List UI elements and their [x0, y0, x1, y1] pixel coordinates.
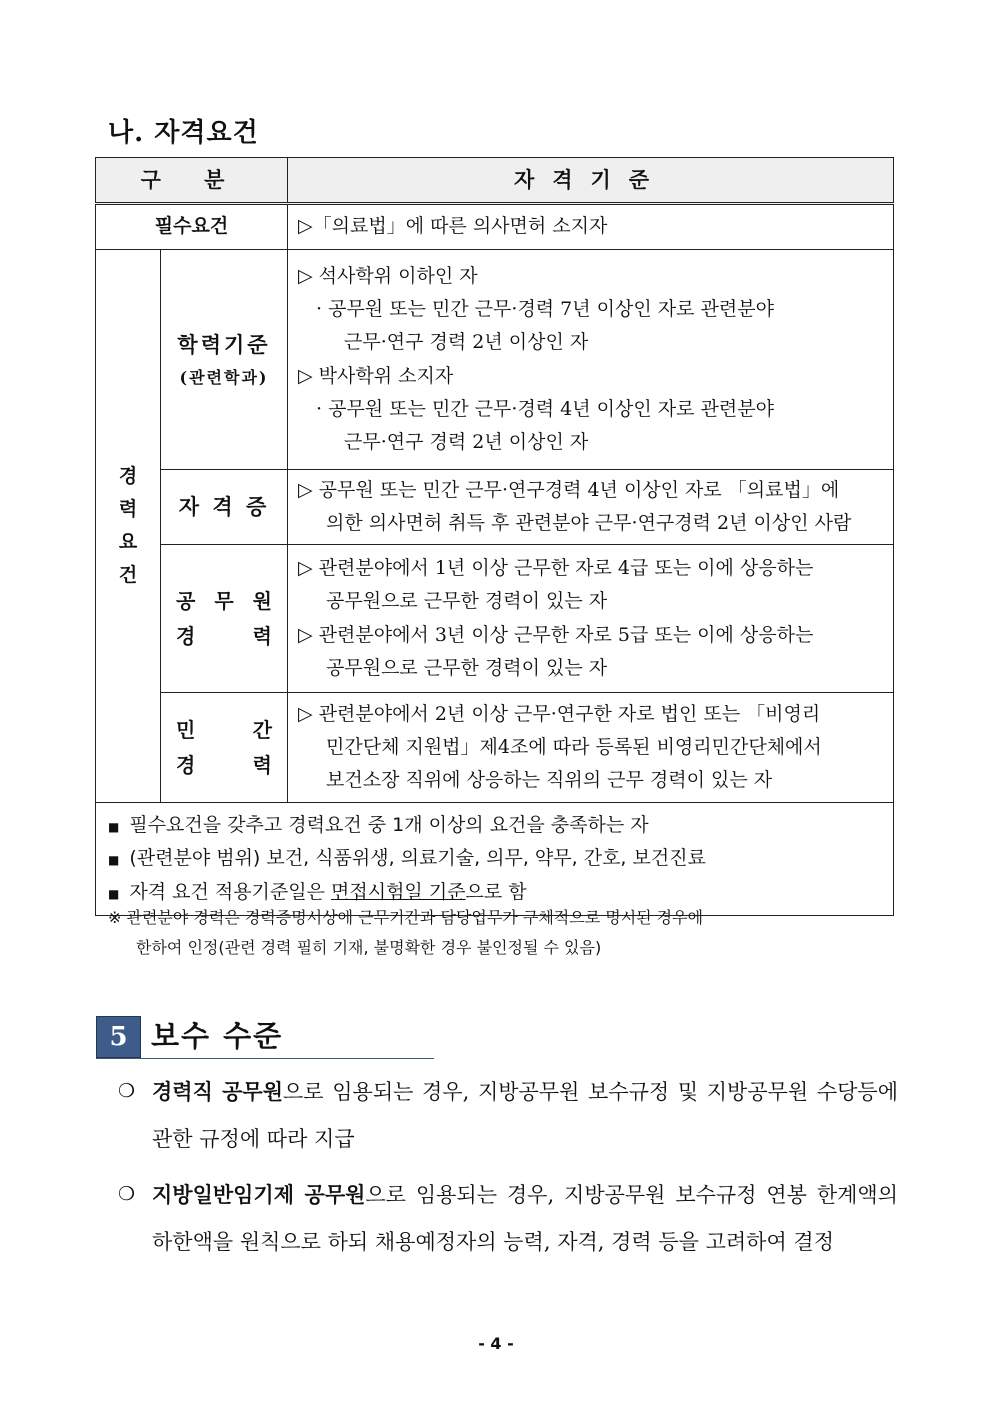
career-label-char: 경: [118, 464, 138, 487]
note-text: 필수요건을 갖추고 경력요건 중 1개 이상의 요건을 충족하는 자: [129, 814, 649, 836]
pay-bullet-2: [118, 1171, 898, 1266]
private-char: 력: [252, 752, 272, 777]
education-line: 근무·연구 경력 2년 이상인 자: [344, 431, 589, 453]
square-bullet-icon: ■: [108, 820, 120, 834]
required-line: ▷「의료법」에 따른 의사면허 소지자: [298, 215, 608, 238]
education-line: ▷ 석사학위 이하인 자: [298, 264, 478, 287]
civil-char: 공: [176, 588, 196, 613]
section-title: 나. 자격요건: [108, 118, 259, 148]
table-header-row: [96, 158, 894, 204]
notes-cell: [96, 803, 894, 916]
civil-text: [288, 545, 894, 693]
section-5-title: 보수 수준: [151, 1019, 284, 1053]
note-text: (관련분야 범위) 보건, 식품위생, 의료기술, 의무, 약무, 간호, 보건진료: [129, 847, 706, 870]
required-text: [288, 204, 894, 250]
table-row: [96, 204, 894, 250]
note-item: [108, 842, 881, 875]
license-text: [288, 470, 894, 545]
pay-bullet-text: 으로 임용되는 경우, 지방공무원 보수규정 및 지방공무원 수당등에 관한 규정에 따라 지급: [152, 1080, 899, 1151]
education-label: [161, 250, 288, 470]
square-bullet-icon: ■: [108, 886, 120, 901]
footnote-line1: ※ 관련분야 경력은 경력증명서상에 근무기간과 담당업무가 구체적으로 명시된 경우에: [108, 908, 704, 927]
header-category: 구 분: [96, 158, 288, 204]
civil-line: ▷ 관련분야에서 1년 이상 근무한 자로 4급 또는 이에 상응하는: [298, 557, 814, 579]
private-label: [161, 693, 288, 803]
footnote: [108, 903, 898, 962]
table-row: [96, 470, 894, 545]
note-text: 자격 요건 적용기준일은: [129, 880, 332, 903]
career-label-char: 력: [118, 497, 138, 520]
civil-label: [161, 545, 288, 693]
table-row: [96, 803, 894, 916]
education-label-sub: (관련학과): [179, 367, 269, 387]
header-criteria: 자격기준: [288, 158, 894, 204]
pay-bullet-text: 으로 임용되는 경우, 지방공무원 보수규정 연봉 한계액의 하한액을 원칙으로 하되 채용예정자의 능력, 자격, 경력 등을 고려하여 결정: [152, 1183, 898, 1254]
civil-char: 경: [176, 623, 196, 648]
license-label-text: 자 격 증: [178, 493, 270, 519]
section-5-heading: [96, 1014, 434, 1059]
qualification-table: [95, 157, 894, 916]
pay-bullet-1: [118, 1068, 898, 1163]
civil-label-bottom: [176, 619, 272, 654]
education-line: 근무·연구 경력 2년 이상인 자: [344, 331, 589, 354]
note-underline-text: 면접시험일 기준: [331, 880, 466, 903]
career-label-char: 요: [118, 531, 138, 553]
note-text: 으로 함: [465, 880, 527, 903]
circle-bullet-icon: ❍: [118, 1080, 136, 1102]
private-char: 간: [252, 717, 272, 742]
education-line: ▷ 박사학위 소지자: [298, 364, 454, 387]
license-line: 의한 의사면허 취득 후 관련분야 근무·연구경력 2년 이상인 사람: [326, 512, 852, 534]
license-label: [161, 470, 288, 545]
private-char: 경: [176, 752, 196, 777]
footnote-line2: 한하여 인정(관련 경력 필히 기재, 불명확한 경우 불인정될 수 있음): [136, 937, 602, 957]
private-label-top: [176, 713, 272, 748]
section-number-badge: 5: [96, 1016, 141, 1058]
required-label: 필수요건: [96, 204, 288, 250]
civil-line: 공무원으로 근무한 경력이 있는 자: [326, 590, 608, 613]
table-row: [96, 250, 894, 470]
license-line: ▷ 공무원 또는 민간 근무·연구경력 4년 이상인 자로 「의료법」에: [298, 478, 840, 501]
education-label-main: 학력기준: [177, 332, 271, 358]
circle-bullet-icon: ❍: [118, 1183, 136, 1205]
pay-bullet-bold: 경력직 공무원: [152, 1079, 284, 1104]
pay-bullet-bold: 지방일반임기제 공무원: [152, 1182, 366, 1207]
private-line: 민간단체 지원법」제4조에 따라 등록된 비영리민간단체에서: [326, 735, 822, 758]
career-label-vertical: [97, 460, 159, 593]
private-label-bottom: [176, 748, 272, 783]
note-item: [108, 809, 881, 842]
private-line: ▷ 관련분야에서 2년 이상 근무·연구한 자로 법인 또는 「비영리: [298, 702, 821, 725]
pay-bullets: [118, 1068, 898, 1274]
career-label-char: 건: [118, 564, 138, 587]
table-row: [96, 545, 894, 693]
civil-char: 무: [214, 588, 234, 613]
civil-char: 원: [252, 588, 272, 613]
education-text: [288, 250, 894, 470]
civil-char: 력: [252, 623, 272, 648]
private-text: [288, 693, 894, 803]
civil-line: 공무원으로 근무한 경력이 있는 자: [326, 656, 608, 679]
private-char: 민: [176, 717, 196, 742]
table-row: [96, 693, 894, 803]
career-label: [96, 250, 161, 803]
private-line: 보건소장 직위에 상응하는 직위의 근무 경력이 있는 자: [326, 769, 773, 792]
education-line: · 공무원 또는 민간 근무·경력 7년 이상인 자로 관련분야: [316, 298, 774, 320]
education-line: · 공무원 또는 민간 근무·경력 4년 이상인 자로 관련분야: [316, 397, 774, 420]
square-bullet-icon: ■: [108, 853, 120, 868]
civil-line: ▷ 관련분야에서 3년 이상 근무한 자로 5급 또는 이에 상응하는: [298, 623, 814, 646]
civil-label-top: [176, 584, 272, 619]
page-number: - 4 -: [478, 1334, 514, 1353]
